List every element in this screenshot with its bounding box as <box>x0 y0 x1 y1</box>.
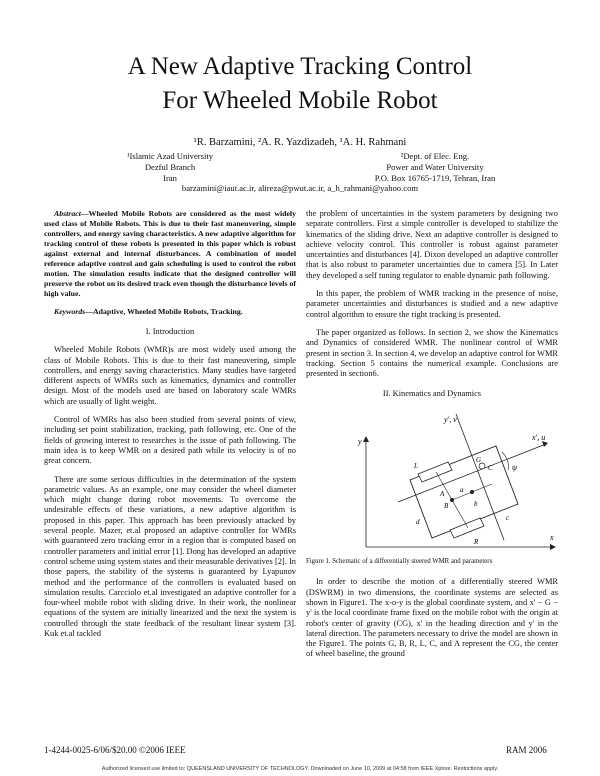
paragraph: Wheeled Mobile Robots (WMR)s are most widely used among the class of Mobile Robots. This is due to their fast maneuvering, simple controllers, and energy saving characteristics. Many studies have targeted different aspects of WMRs such as kinematics, dynamics and controller design. Most of the models used are based on laboratory scale WMRs which are usually of light weight. <box>44 345 296 406</box>
label-a-point: A <box>440 489 445 498</box>
point-b-marker <box>450 498 454 502</box>
license-note: Authorized licensed use limited to: QUEENSLAND UNIVERSITY OF TECHNOLOGY. Downloaded on June 10, 2009 at 04:58 from IEEE Xplore. Restrictions apply. <box>101 766 499 772</box>
y-axis-label: y <box>358 436 362 446</box>
paragraph: the problem of uncertainties in the system parameters by designing two separate controllers. First a simple controller is developed to stabilize the kinematics of the sliding drive. Next an adaptive controller is designed to achieve velocity control. This controller is robust against parameter uncertainties and disturbances [4]. Dixon developed an adaptive controller that is also robust to parameter uncertainties due to camera [5]. In Later they developed a self tuning regulator to enable dynamic path following. <box>306 209 558 280</box>
point-g-marker <box>470 490 474 494</box>
right-column <box>306 209 558 668</box>
abstract-text: —Wheeled Mobile Robots are considered as the most widely used class of Mobile Robots. This is due to their fast maneuvering, simple controllers, and energy saving characteristics. A new adaptive algorithm for tracking control of these robots is presented in this paper which is robust against external and internal disturbances. A combination of model reference adaptive control and gain scheduling is used to control the robot motion. The simulation results indicate that the designed controller will preserve the robot on its desired track even though the disturbance levels of high value. <box>44 209 296 298</box>
keywords-text: —Adaptive, Wheeled Mobile Robots, Tracking. <box>85 307 243 316</box>
label-l: L <box>414 461 418 470</box>
label-b-dim: b <box>474 499 478 508</box>
affiliation-1-line: Iran <box>163 173 177 183</box>
left-wheel <box>418 462 452 482</box>
y-axis-arrow <box>363 436 369 442</box>
label-psi: ψ <box>512 462 517 472</box>
label-a: a <box>460 485 464 494</box>
section-1-heading: I. Introduction <box>145 327 195 336</box>
label-c-dim: c <box>506 513 510 522</box>
affiliation-1-line: ¹Islamic Azad University <box>126 151 214 161</box>
abstract <box>44 209 296 299</box>
figure-caption: Figure 1. Schematic of a differentially steered WMR and parameters <box>306 558 493 566</box>
affiliation-2-line: Power and Water University <box>386 162 484 172</box>
title-line-1: A New Adaptive Tracking Control <box>127 53 473 80</box>
paragraph: There are some serious difficulties in the determination of the system parametric values. As an example, one may consider the wheel diameter which might change during robot movements. To overcome the undesirable effects of these variations, a new adaptive algorithm is proposed in this paper. This approach has been previously attacked by several people. Mazer, et.al proposed an adaptive controller for WMRs with guaranteed zero tracking error in a region that is computed based on controller parameters and initial error [1]. Dong has developed an adaptive control scheme using system states and their measurable derivatives [2]. In those papers, the stability of the systems is guaranteed by Lyapunov method and the performance of the controllers is evaluated based on simulation results. Carcciolo et.al investigated an adaptive controller for a four-wheel mobile robot with sliding drive. In their work, the nonlinear equations of the system are initially linearized and the next the system is controlled through the state feedback of the resultant linear system [3]. Kuk et.al tackled <box>44 474 296 639</box>
footer-conference: RAM 2006 <box>506 745 547 755</box>
abstract-label: Abstract <box>54 209 81 218</box>
label-b: B <box>444 501 449 510</box>
author-emails: barzamini@iaut.ac.ir, alireza@pwut.ac.ir, a_h_rahmani@yahoo.com <box>181 183 419 193</box>
footer-copyright: 1-4244-0025-6/06/$20.00 ©2006 IEEE <box>44 745 186 755</box>
x-axis-arrow <box>550 544 556 550</box>
paragraph: In this paper, the problem of WMR tracking in the presence of noise, parameter uncertainties and disturbances is studied and a new adaptive control algorithm to ensure the right tracking is presented. <box>306 289 558 319</box>
figure-1-wmr-schematic <box>306 412 558 554</box>
section-2-heading: II. Kinematics and Dynamics <box>382 389 482 399</box>
authors: ¹R. Barzamini, ²A. R. Yazdizadeh, ¹A. H. Rahmani <box>193 137 407 148</box>
affiliation-2-line: ²Dept. of Elec. Eng. <box>400 151 470 161</box>
title-line-2: For Wheeled Mobile Robot <box>162 87 438 114</box>
label-g: G <box>476 455 482 464</box>
affiliation-1-line: Dezful Branch <box>144 162 196 172</box>
local-x-label: x', u <box>532 432 546 442</box>
affiliation-1 <box>90 151 250 184</box>
label-r: R <box>474 537 479 546</box>
paragraph: Control of WMRs has also been studied from several points of view, including set point stabilization, tracking, path following, etc. One of the fields of growing interest to researches is the issue of path following. The main idea is to keep WMR on a desired path while its velocity is of no great concern. <box>44 415 296 466</box>
local-y-label: y', v <box>444 414 457 424</box>
label-d: d <box>416 517 420 526</box>
left-column <box>44 209 296 647</box>
keywords <box>44 307 296 317</box>
paragraph: In order to describe the motion of a differentially steered WMR (DSWRM) in two dimensions, the coordinate systems are selected as shown in Figure1. The x-o-y is the global coordinate system, and x' − G − y' is the local coordinate frame fixed on the mobile robot with the origin at robot's center of gravity (CG), x' in the heading direction and y' in the lateral direction. The parameters necessary to drive the model are shown in the Figure1. The points G, B, R, L, C, and A represent the CG, the center of wheel baseline, the ground <box>306 577 558 659</box>
paragraph: The paper organized as follows. In section 2, we show the Kinematics and Dynamics of considered WMR. The nonlinear control of WMR present in section 3. In section 4, we develop an adaptive control for WMR tracking. Section 5 contains the numerical example. Conclusions are presented in section6. <box>306 327 558 379</box>
label-c: C <box>488 463 493 472</box>
right-wheel <box>450 518 484 538</box>
affiliation-2-line: P.O. Box 16765-1719, Tehran, Iran <box>374 173 496 183</box>
x-axis-label: x <box>550 532 554 542</box>
keywords-label: Keywords <box>54 307 86 316</box>
affiliation-2 <box>330 151 540 184</box>
